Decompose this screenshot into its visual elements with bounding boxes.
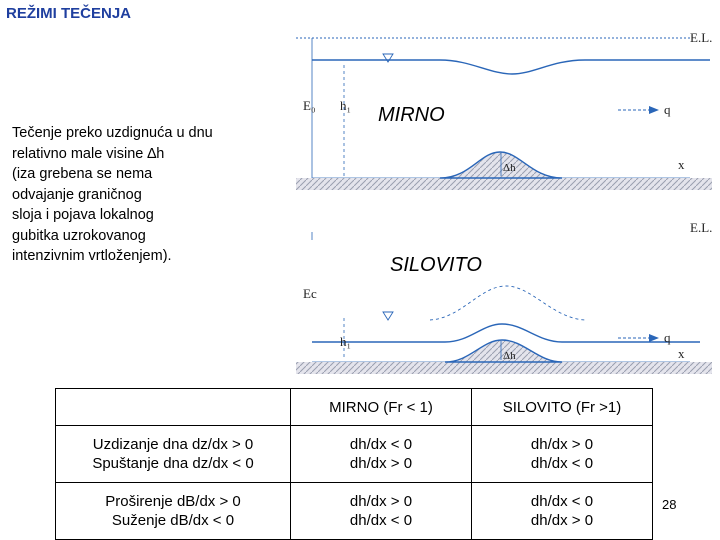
table-cell (472, 483, 653, 540)
table-cell (291, 426, 472, 483)
depth-label: h₁ (340, 98, 352, 113)
table-header-cell (56, 389, 291, 426)
table-cell (472, 426, 653, 483)
critical-energy-label: Ec (303, 286, 317, 301)
description-line: sloja i pojava lokalnog (12, 207, 154, 223)
cell-line: dh/dx < 0 (530, 455, 594, 472)
specific-energy-label: E₀ (303, 98, 316, 113)
channel-bed (296, 178, 712, 190)
description-line: gubitka uzrokovanog (12, 227, 146, 244)
water-level-marker (383, 312, 393, 320)
discharge-label: q (664, 102, 671, 117)
discharge-label: q (664, 330, 671, 345)
cell-line: dh/dx > 0 (349, 493, 413, 510)
table-cell (56, 426, 291, 483)
regime-comparison-table (55, 388, 653, 540)
water-level-marker (383, 54, 393, 62)
description-line: intenzivnim vrtloženjem). (12, 248, 172, 264)
regime-label-subcritical: MIRNO (378, 104, 445, 126)
depth-label: h₁ (340, 334, 352, 349)
description-line: odvajanje graničnog (12, 186, 142, 203)
cell-line: Suženje dB/dx < 0 (111, 512, 235, 529)
cell-line: Proširenje dB/dx > 0 (105, 493, 241, 510)
table-row (56, 426, 653, 483)
description-line: Tečenje preko uzdignuća u dnu (12, 125, 213, 141)
water-surface (312, 60, 710, 74)
cell-line: dh/dx > 0 (349, 455, 413, 472)
page-title: REŽIMI TEČENJA (6, 5, 132, 22)
cell-line: dh/dx > 0 (530, 512, 594, 529)
energy-line (430, 286, 585, 320)
energy-line-label: E.L. (690, 30, 713, 45)
hump-height-label: Δh (503, 162, 516, 174)
table-header-cell: MIRNO (Fr < 1) (291, 389, 472, 426)
table-header-cell: SILOVITO (Fr >1) (472, 389, 653, 426)
cell-line: dh/dx < 0 (530, 493, 594, 510)
table-cell (291, 483, 472, 540)
table-cell (56, 483, 291, 540)
cell-line: Spuštanje dna dz/dx < 0 (92, 455, 254, 472)
table-header-row (56, 389, 653, 426)
x-axis-label: x (678, 157, 685, 172)
description-line: (iza grebena se nema (12, 166, 153, 182)
table-row (56, 483, 653, 540)
cell-line: dh/dx > 0 (530, 436, 594, 453)
energy-line-label: E.L. (690, 220, 713, 235)
description-line: relativno male visine ∆h (12, 145, 165, 162)
cell-line: dh/dx < 0 (349, 512, 413, 529)
cell-line: Uzdizanje dna dz/dx > 0 (92, 436, 254, 453)
page-number: 28 (662, 497, 677, 512)
hump-height-label: Δh (503, 350, 516, 362)
water-surface (312, 324, 700, 342)
cell-line: dh/dx < 0 (349, 436, 413, 453)
regime-label-supercritical: SILOVITO (390, 254, 482, 276)
channel-bed (296, 362, 712, 374)
x-axis-label: x (678, 346, 685, 361)
